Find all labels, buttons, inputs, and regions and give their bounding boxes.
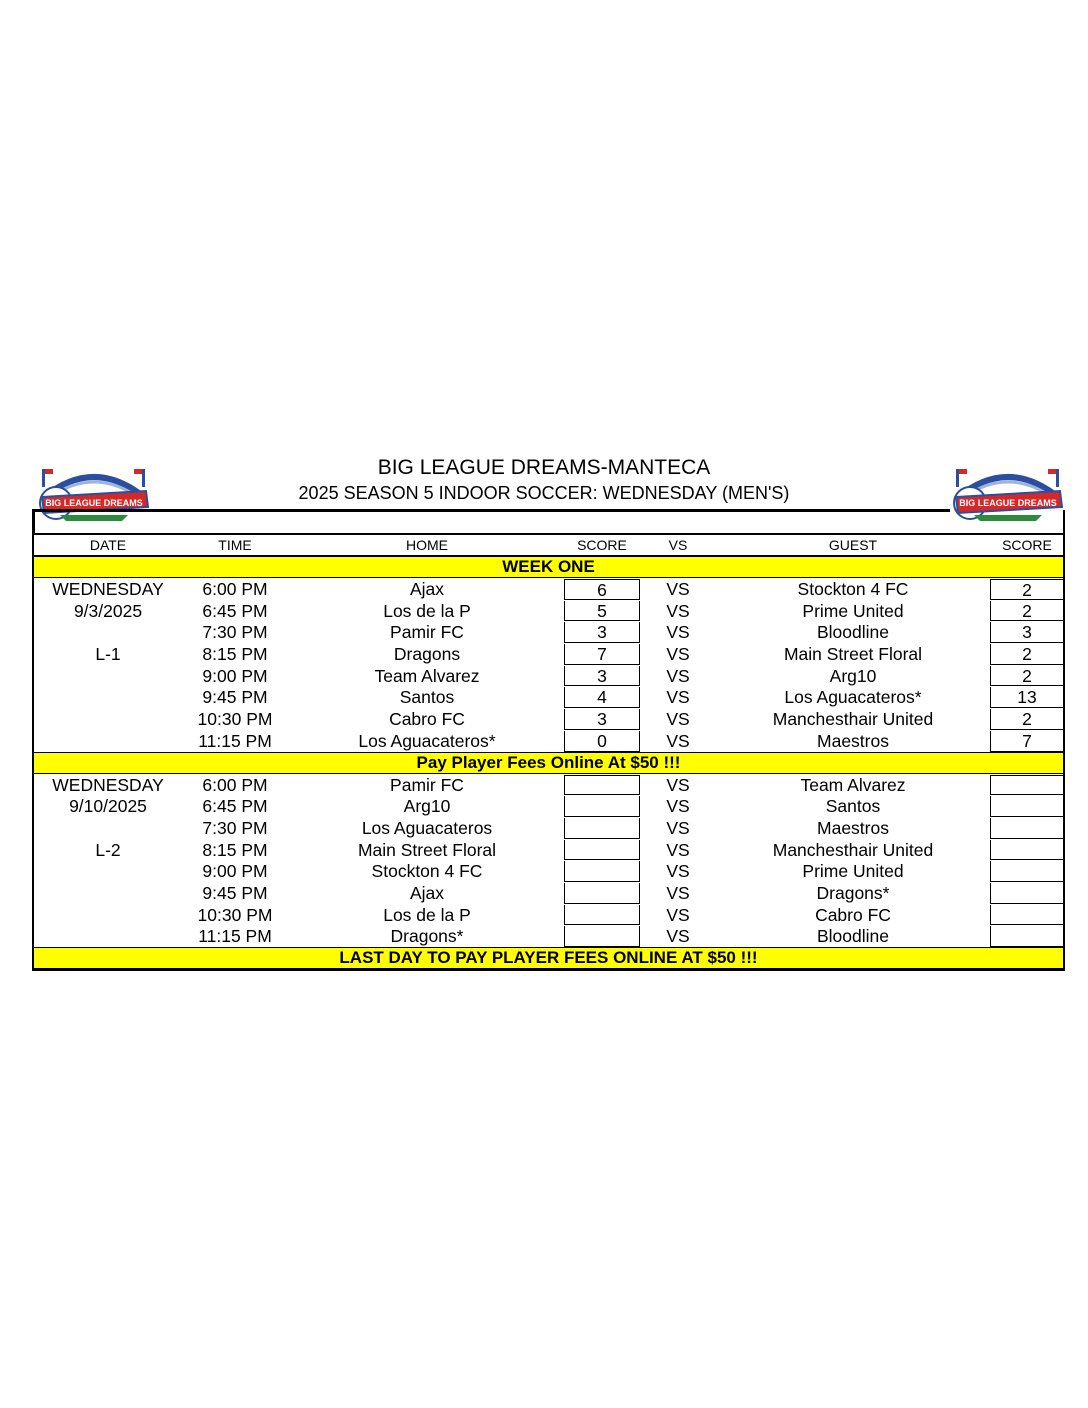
game-time: 6:00 PM	[202, 579, 268, 599]
home-team: Pamir FC	[390, 774, 464, 795]
guest-team: Cabro FC	[815, 904, 891, 925]
col-home: HOME	[406, 537, 448, 553]
last-day-banner: LAST DAY TO PAY PLAYER FEES ONLINE AT $50 !!!	[34, 947, 1063, 969]
guest-score	[990, 883, 1064, 904]
game-time: 9:45 PM	[202, 687, 268, 708]
guest-score	[990, 775, 1064, 796]
col-date: DATE	[89, 537, 127, 553]
svg-text:BIG LEAGUE DREAMS: BIG LEAGUE DREAMS	[45, 498, 143, 508]
home-team: Dragons	[393, 644, 461, 665]
game-date	[34, 861, 182, 882]
home-team: Team Alvarez	[374, 665, 480, 686]
guest-team: Santos	[825, 796, 881, 817]
header-row	[34, 533, 1063, 556]
guest-team: Main Street Floral	[783, 644, 923, 665]
game-row	[34, 904, 1063, 926]
game-row	[34, 643, 1063, 665]
game-time: 8:15 PM	[202, 644, 268, 665]
guest-score: 2	[990, 579, 1064, 600]
guest-team: Arg10	[829, 665, 877, 686]
guest-score	[990, 861, 1064, 882]
game-date: 9/3/2025	[73, 600, 143, 621]
home-score: 4	[564, 687, 640, 708]
vs-label: VS	[666, 644, 690, 665]
game-row	[34, 600, 1063, 622]
guest-score: 2	[990, 709, 1064, 730]
game-time: 10:30 PM	[197, 904, 273, 925]
col-home-score: SCORE	[577, 537, 627, 553]
game-date	[34, 687, 182, 708]
vs-label: VS	[666, 882, 690, 903]
vs-label: VS	[666, 622, 690, 643]
game-date: L-2	[95, 839, 121, 860]
game-row	[34, 839, 1063, 861]
guest-team: Manchesthair United	[772, 709, 934, 730]
game-time: 8:15 PM	[202, 839, 268, 860]
svg-text:BIG LEAGUE DREAMS: BIG LEAGUE DREAMS	[959, 498, 1057, 508]
guest-team: Team Alvarez	[800, 774, 906, 795]
guest-score	[990, 926, 1064, 947]
home-team: Los de la P	[383, 904, 471, 925]
guest-score: 2	[990, 601, 1064, 622]
home-score: 3	[564, 666, 640, 687]
home-score: 3	[564, 622, 640, 643]
guest-team: Prime United	[802, 600, 904, 621]
page-subtitle: 2025 SEASON 5 INDOOR SOCCER: WEDNESDAY (MEN'S)	[298, 483, 790, 503]
game-time: 6:00 PM	[202, 774, 268, 795]
col-vs: VS	[668, 537, 688, 553]
guest-team: Maestros	[817, 817, 889, 838]
game-date	[34, 731, 182, 752]
guest-score	[990, 818, 1064, 839]
home-team: Los Aguacateros*	[358, 730, 496, 751]
vs-label: VS	[666, 579, 690, 599]
guest-team: Manchesthair United	[772, 839, 934, 860]
game-date	[34, 709, 182, 730]
vs-label: VS	[666, 665, 690, 686]
game-date	[34, 883, 182, 904]
game-row	[34, 730, 1063, 752]
game-row	[34, 795, 1063, 817]
fees-banner: Pay Player Fees Online At $50 !!!	[34, 752, 1063, 774]
guest-team: Bloodline	[817, 926, 889, 947]
guest-score: 13	[990, 687, 1064, 708]
home-team: Stockton 4 FC	[371, 861, 483, 882]
home-score: 7	[564, 644, 640, 665]
guest-score: 3	[990, 622, 1064, 643]
home-team: Ajax	[409, 579, 445, 599]
home-team: Main Street Floral	[357, 839, 497, 860]
game-time: 9:00 PM	[202, 665, 268, 686]
week-one-banner: WEEK ONE	[34, 556, 1063, 578]
game-time: 6:45 PM	[202, 600, 268, 621]
page-title: BIG LEAGUE DREAMS-MANTECA	[377, 456, 711, 479]
home-score: 5	[564, 601, 640, 622]
home-team: Los Aguacateros	[361, 817, 493, 838]
home-score	[564, 926, 640, 947]
vs-label: VS	[666, 774, 690, 795]
game-date	[34, 666, 182, 687]
game-time: 9:00 PM	[202, 861, 268, 882]
spacer-row	[34, 510, 1063, 533]
vs-label: VS	[666, 839, 690, 860]
game-row	[34, 578, 1063, 600]
home-score	[564, 796, 640, 817]
vs-label: VS	[666, 926, 690, 947]
schedule-table	[32, 510, 1065, 971]
game-row	[34, 708, 1063, 730]
game-time: 6:45 PM	[202, 796, 268, 817]
home-score	[564, 883, 640, 904]
guest-team: Bloodline	[817, 622, 889, 643]
home-team: Arg10	[403, 796, 451, 817]
guest-score	[990, 796, 1064, 817]
home-score: 6	[564, 579, 640, 600]
game-date: 9/10/2025	[69, 796, 147, 817]
vs-label: VS	[666, 861, 690, 882]
game-time: 11:15 PM	[198, 730, 272, 751]
vs-label: VS	[666, 796, 690, 817]
vs-label: VS	[666, 687, 690, 708]
guest-team: Stockton 4 FC	[797, 579, 909, 599]
home-team: Los de la P	[383, 600, 471, 621]
game-row	[34, 621, 1063, 643]
vs-label: VS	[666, 730, 690, 751]
vs-label: VS	[666, 600, 690, 621]
vs-label: VS	[666, 709, 690, 730]
game-date: WEDNESDAY	[52, 774, 164, 795]
home-score	[564, 775, 640, 796]
game-row	[34, 817, 1063, 839]
guest-team: Maestros	[817, 730, 889, 751]
col-time: TIME	[218, 537, 252, 553]
game-row	[34, 665, 1063, 687]
game-row	[34, 686, 1063, 708]
game-date: WEDNESDAY	[52, 579, 164, 599]
game-date	[34, 818, 182, 839]
guest-score: 2	[990, 666, 1064, 687]
game-time: 9:45 PM	[202, 882, 268, 903]
game-time: 11:15 PM	[198, 926, 272, 947]
game-row	[34, 925, 1063, 947]
guest-team: Prime United	[802, 861, 904, 882]
home-score	[564, 840, 640, 861]
home-team: Ajax	[409, 882, 445, 903]
game-row	[34, 882, 1063, 904]
home-score: 3	[564, 709, 640, 730]
guest-score: 7	[990, 731, 1064, 752]
game-row	[34, 774, 1063, 796]
home-team: Dragons*	[390, 926, 464, 947]
home-team: Santos	[399, 687, 455, 708]
home-score: 0	[564, 731, 640, 752]
home-score	[564, 905, 640, 926]
guest-score: 2	[990, 644, 1064, 665]
game-date	[34, 926, 182, 947]
col-guest-score: SCORE	[1002, 537, 1052, 553]
week-one-games	[34, 578, 1063, 752]
game-date: L-1	[95, 644, 121, 665]
guest-team: Los Aguacateros*	[784, 687, 922, 708]
game-time: 7:30 PM	[202, 817, 268, 838]
home-team: Cabro FC	[389, 709, 465, 730]
home-score	[564, 818, 640, 839]
game-date	[34, 622, 182, 643]
home-score	[564, 861, 640, 882]
game-time: 7:30 PM	[202, 622, 268, 643]
vs-label: VS	[666, 904, 690, 925]
guest-score	[990, 905, 1064, 926]
game-date	[34, 905, 182, 926]
guest-team: Dragons*	[816, 882, 890, 903]
col-guest: GUEST	[828, 537, 878, 553]
game-row	[34, 860, 1063, 882]
game-time: 10:30 PM	[197, 709, 273, 730]
guest-score	[990, 840, 1064, 861]
home-team: Pamir FC	[390, 622, 464, 643]
vs-label: VS	[666, 817, 690, 838]
week-two-games	[34, 774, 1063, 948]
